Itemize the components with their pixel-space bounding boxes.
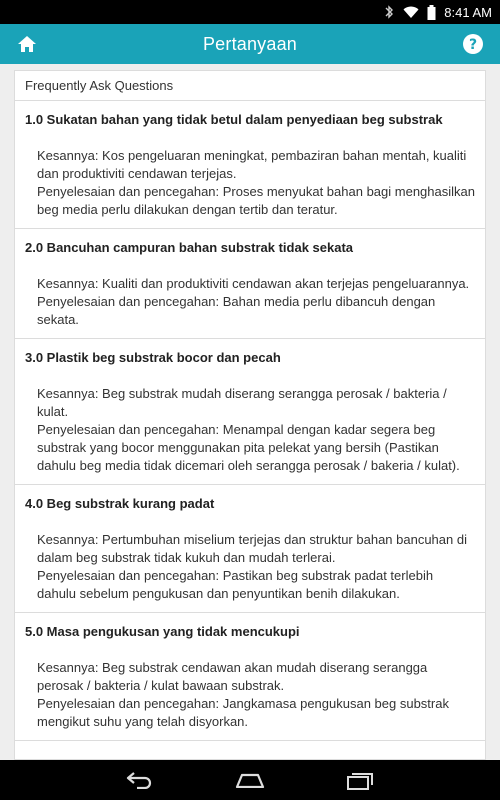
page-title: Pertanyaan bbox=[202, 33, 298, 54]
bluetooth-icon bbox=[383, 5, 395, 19]
faq-solution: Penyelesaian dan pencegahan: Proses menyukat bahan bagi menghasilkan beg media perlu dilakukan dengan tertib dan teratur. bbox=[37, 184, 475, 217]
help-icon[interactable] bbox=[462, 33, 484, 55]
faq-answer bbox=[25, 275, 475, 329]
wifi-icon bbox=[403, 6, 419, 19]
faq-question: 2.0 Bancuhan campuran bahan substrak tidak sekata bbox=[25, 240, 354, 255]
navigation-bar bbox=[0, 760, 500, 800]
faq-header: Frequently Ask Questions bbox=[15, 71, 485, 101]
faq-effect: Kesannya: Beg substrak cendawan akan mudah diserang serangga perosak / bakteria / kulat bawaan substrak. bbox=[37, 660, 428, 693]
home-nav-icon[interactable] bbox=[233, 768, 267, 792]
home-icon[interactable] bbox=[16, 33, 38, 55]
faq-solution: Penyelesaian dan pencegahan: Bahan media perlu dibancuh dengan sekata. bbox=[37, 294, 436, 327]
svg-text:?: ? bbox=[468, 37, 478, 53]
faq-solution: Penyelesaian dan pencegahan: Menampal dengan kadar segera beg substrak yang bocor menggunakan pita pelekat yang bersih (Pastikan dahulu beg media tidak dicemari oleh serangga perosak / bakeria / kulat). bbox=[37, 422, 460, 473]
faq-item bbox=[15, 101, 485, 229]
faq-effect: Kesannya: Pertumbuhan miselium terjejas dan struktur bahan bancuhan di dalam beg substrak tidak kukuh dan mudah terlerai. bbox=[37, 532, 467, 565]
faq-effect: Kesannya: Kos pengeluaran meningkat, pembaziran bahan mentah, kualiti dan produktiviti cendawan terjejas. bbox=[37, 148, 467, 181]
faq-question: 5.0 Masa pengukusan yang tidak mencukupi bbox=[25, 624, 300, 639]
faq-question: 1.0 Sukatan bahan yang tidak betul dalam penyediaan beg substrak bbox=[25, 112, 443, 127]
faq-solution: Penyelesaian dan pencegahan: Jangkamasa pengukusan beg substrak mengikut suhu yang telah disyorkan. bbox=[37, 696, 449, 729]
faq-list[interactable] bbox=[14, 70, 486, 760]
status-time: 8:41 AM bbox=[444, 4, 492, 20]
faq-item bbox=[15, 339, 485, 485]
app-bar bbox=[0, 24, 500, 64]
faq-effect: Kesannya: Beg substrak mudah diserang serangga perosak / bakteria / kulat. bbox=[37, 386, 447, 419]
faq-answer bbox=[25, 385, 475, 475]
status-bar bbox=[0, 0, 500, 24]
faq-question: 3.0 Plastik beg substrak bocor dan pecah bbox=[25, 350, 281, 365]
back-icon[interactable] bbox=[123, 768, 157, 792]
faq-answer bbox=[25, 147, 475, 219]
recent-apps-icon[interactable] bbox=[343, 768, 377, 792]
faq-solution: Penyelesaian dan pencegahan: Pastikan beg substrak padat terlebih dahulu sebelum pengukusan dan penyuntikan benih dilakukan. bbox=[37, 568, 434, 601]
faq-question: 4.0 Beg substrak kurang padat bbox=[25, 496, 215, 511]
faq-effect: Kesannya: Kualiti dan produktiviti cendawan akan terjejas pengeluarannya. bbox=[37, 276, 470, 291]
faq-item bbox=[15, 613, 485, 741]
faq-item bbox=[15, 485, 485, 613]
faq-item bbox=[15, 229, 485, 339]
faq-answer bbox=[25, 531, 475, 603]
faq-answer bbox=[25, 659, 475, 731]
battery-icon bbox=[427, 5, 436, 20]
